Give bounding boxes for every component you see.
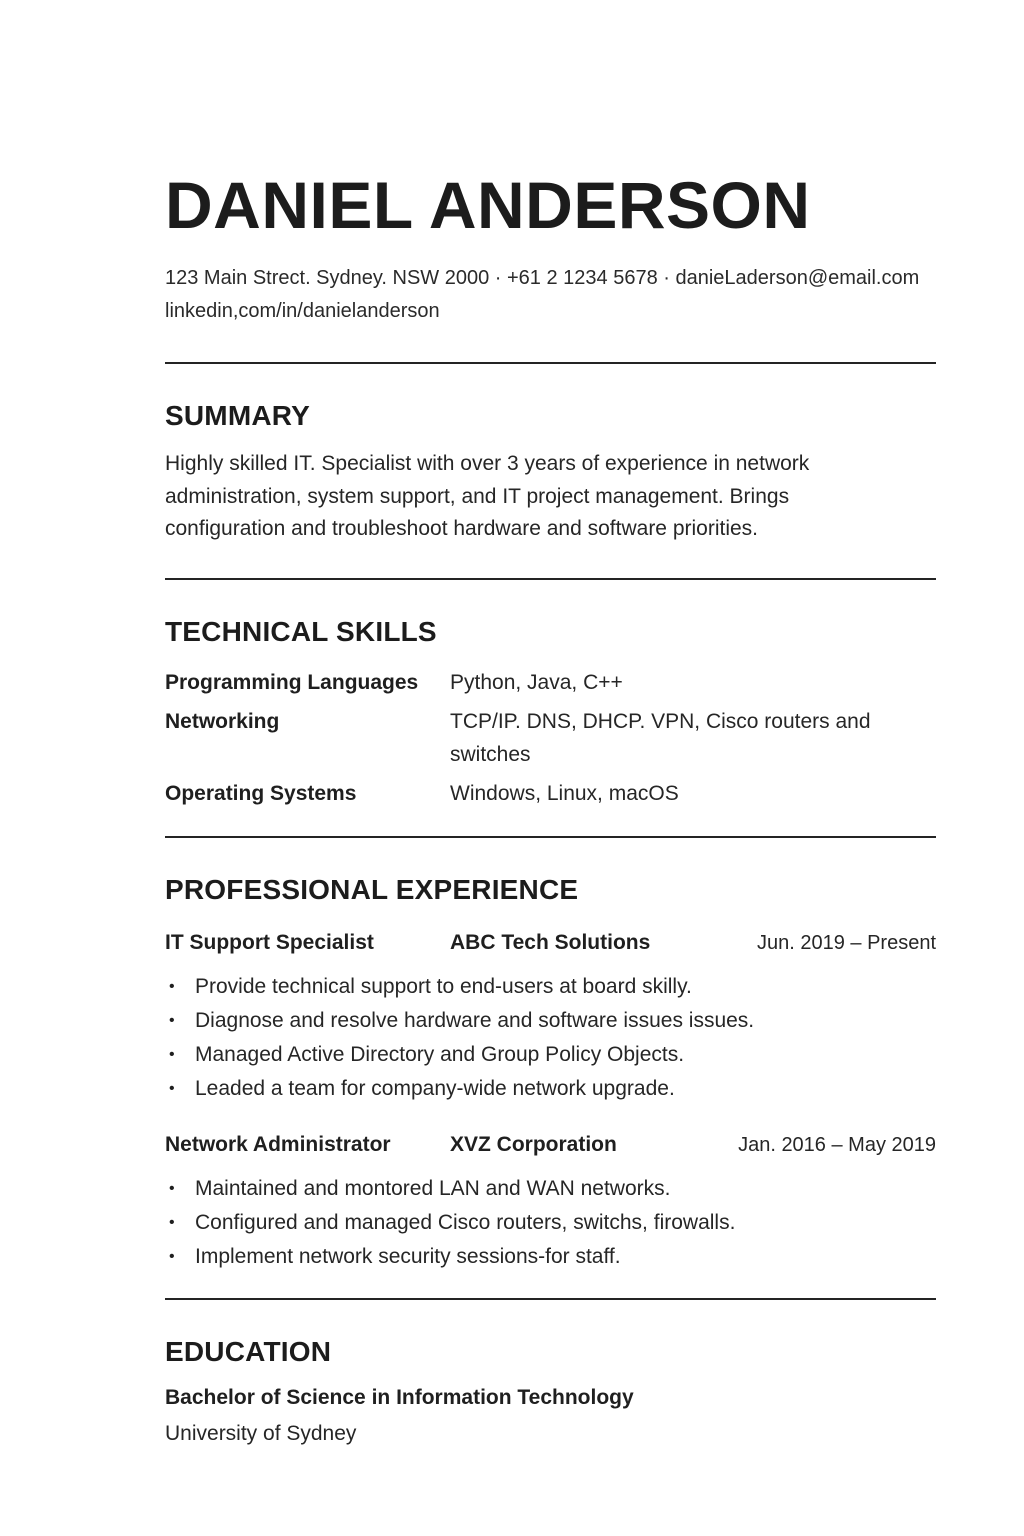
bullet-text: Diagnose and resolve hardware and software issues issues. [195, 1008, 755, 1032]
bullet-dot: • [169, 1247, 175, 1265]
bullet-text: Managed Active Directory and Group Policy Objects. [195, 1042, 685, 1066]
job-title: IT Support Specialist [165, 930, 374, 954]
skills-table [165, 666, 936, 810]
bullet-item [165, 970, 936, 1004]
bullet-text: Leaded a team for company-wide network upgrade. [195, 1076, 675, 1100]
job-company: XVZ Corporation [450, 1132, 617, 1156]
bullet-text: Provide technical support to end-users at board skilly. [195, 974, 692, 998]
summary-heading: SUMMARY [165, 400, 311, 431]
bullet-text: Maintained and montored LAN and WAN networks. [195, 1176, 671, 1200]
summary-text: Highly skilled IT. Specialist with over 3 years of experience in network administration, system support, and IT project management. Brings configuration and troubleshoot hardware and software priorities. [165, 452, 810, 540]
technical-skills-heading: TECHNICAL SKILLS [165, 615, 437, 647]
skill-label: Programming Languages [165, 670, 419, 694]
job-bullet-list [165, 1172, 936, 1274]
contact-line-address-phone-email: 123 Main Strect. Sydney. NSW 2000 · +61 2 1234 5678 · danieLaderson@email.com [165, 267, 920, 289]
skill-label: Networking [165, 709, 280, 733]
bullet-text: Configured and managed Cisco routers, switchs, firowalls. [195, 1210, 736, 1234]
bullet-dot: • [169, 1011, 175, 1029]
section-divider [165, 1298, 936, 1300]
bullet-item [165, 1206, 936, 1240]
job-dates: Jan. 2016 – May 2019 [738, 1133, 936, 1156]
section-education [165, 1336, 936, 1448]
section-technical-skills [165, 616, 936, 810]
education-degree: Bachelor of Science in Information Technology [165, 1385, 634, 1409]
bullet-dot: • [169, 1079, 175, 1097]
job-header-row [165, 1130, 936, 1160]
bullet-dot: • [169, 1179, 175, 1197]
job-company: ABC Tech Solutions [450, 930, 651, 954]
bullet-dot: • [169, 977, 175, 995]
bullet-item [165, 1004, 936, 1038]
section-divider [165, 362, 936, 364]
education-heading: EDUCATION [165, 1335, 332, 1367]
section-divider [165, 836, 936, 838]
education-school: University of Sydney [165, 1421, 357, 1445]
section-professional-experience [165, 874, 936, 1274]
contact-block [165, 262, 936, 328]
bullet-dot: • [169, 1213, 175, 1231]
skill-label: Operating Systems [165, 781, 357, 805]
skill-value: TCP/IP. DNS, DHCP. VPN, Cisco routers and switches [450, 709, 871, 766]
bullet-dot: • [169, 1045, 175, 1063]
section-divider [165, 578, 936, 580]
job-dates: Jun. 2019 – Present [756, 931, 936, 954]
candidate-name: DANIEL ANDERSON [165, 168, 811, 242]
job-title: Network Administrator [165, 1132, 391, 1156]
experience-heading: PROFESSIONAL EXPERIENCE [165, 873, 579, 905]
skill-value: Python, Java, C++ [450, 670, 623, 694]
job-bullet-list [165, 970, 936, 1106]
contact-line-linkedin: linkedin,com/in/danielanderson [165, 300, 440, 322]
skill-value: Windows, Linux, macOS [450, 781, 679, 805]
bullet-item [165, 1172, 936, 1206]
bullet-item [165, 1072, 936, 1106]
bullet-text: Implement network security sessions-for staff. [195, 1244, 621, 1268]
bullet-item [165, 1038, 936, 1072]
bullet-item [165, 1240, 936, 1274]
section-summary [165, 400, 936, 546]
job-header-row [165, 928, 936, 958]
